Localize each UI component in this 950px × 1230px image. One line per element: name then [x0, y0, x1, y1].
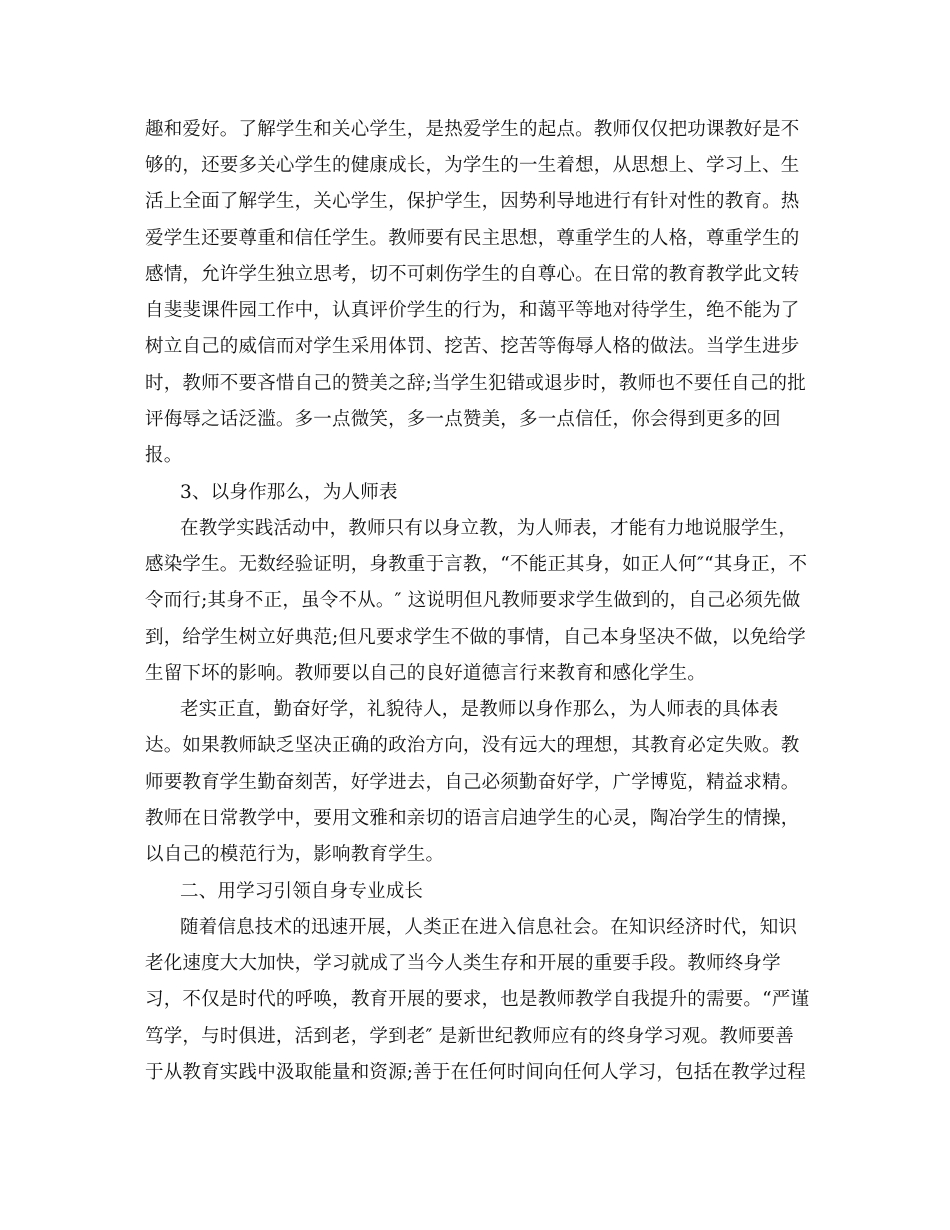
text-line: 树立自己的威信而对学生采用体罚、挖苦、挖苦等侮辱人格的做法。当学生进步: [145, 336, 800, 357]
text-line: 到，给学生树立好典范;但凡要求学生不做的事情，自己本身坚决不做，以免给学: [145, 627, 806, 648]
text-line: 感染学生。无数经验证明，身教重于言教，“不能正其身，如正人何″“其身正，不: [145, 554, 808, 575]
text-line: 习，不仅是时代的呼唤，教育开展的要求，也是教师教学自我提升的需要。“严谨: [145, 989, 810, 1010]
text-line: 自斐斐课件园工作中，认真评价学生的行为，和蔼平等地对待学生，绝不能为了: [145, 300, 800, 321]
text-line: 感情，允许学生独立思考，切不可刺伤学生的自尊心。在日常的教育教学此文转: [145, 264, 800, 285]
section-heading: 3、以身作那么，为人师表: [180, 482, 398, 503]
text-line: 活上全面了解学生，关心学生，保护学生，因势利导地进行有针对性的教育。热: [145, 191, 800, 212]
text-line: 评侮辱之话泛滥。多一点微笑，多一点赞美，多一点信任，你会得到更多的回: [145, 409, 781, 430]
text-line: 以自己的模范行为，影响教育学生。: [145, 844, 445, 865]
text-line: 生留下坏的影响。教师要以自己的良好道德言行来教育和感化学生。: [145, 663, 707, 684]
text-line: 令而行;其身不正，虽令不从。″ 这说明但凡教师要求学生做到的，自己必须先做: [145, 590, 801, 611]
text-line: 师要教育学生勤奋刻苦，好学进去，自己必须勤奋好学，广学博览，精益求精。: [145, 772, 800, 793]
text-line: 达。如果教师缺乏坚决正确的政治方向，没有远大的理想，其教育必定失败。教: [145, 735, 800, 756]
text-line: 够的，还要多关心学生的健康成长，为学生的一生着想，从思想上、学习上、生: [145, 155, 800, 176]
text-line: 教师在日常教学中，要用文雅和亲切的语言启迪学生的心灵，陶冶学生的情操，: [145, 808, 800, 829]
text-line: 老实正直，勤奋好学，礼貌待人，是教师以身作那么，为人师表的具体表: [180, 699, 779, 720]
section-heading: 二、用学习引领自身专业成长: [180, 881, 424, 902]
text-line: 笃学，与时俱进，活到老，学到老″ 是新世纪教师应有的终身学习观。教师要善: [145, 1026, 794, 1047]
text-line: 时，教师不要吝惜自己的赞美之辞;当学生犯错或退步时，教师也不要任自己的批: [145, 373, 806, 394]
text-line: 趣和爱好。了解学生和关心学生，是热爱学生的起点。教师仅仅把功课教好是不: [145, 119, 800, 140]
text-line: 爱学生还要尊重和信任学生。教师要有民主思想，尊重学生的人格，尊重学生的: [145, 228, 800, 249]
text-line: 老化速度大大加快，学习就成了当今人类生存和开展的重要手段。教师终身学: [145, 953, 781, 974]
text-line: 报。: [145, 445, 183, 466]
text-line: 随着信息技术的迅速开展，人类正在进入信息社会。在知识经济时代，知识: [180, 917, 798, 938]
text-line: 在教学实践活动中，教师只有以身立教，为人师表，才能有力地说服学生，: [180, 518, 798, 539]
text-line: 于从教育实践中汲取能量和资源;善于在任何时间向任何人学习，包括在教学过程: [145, 1062, 806, 1083]
